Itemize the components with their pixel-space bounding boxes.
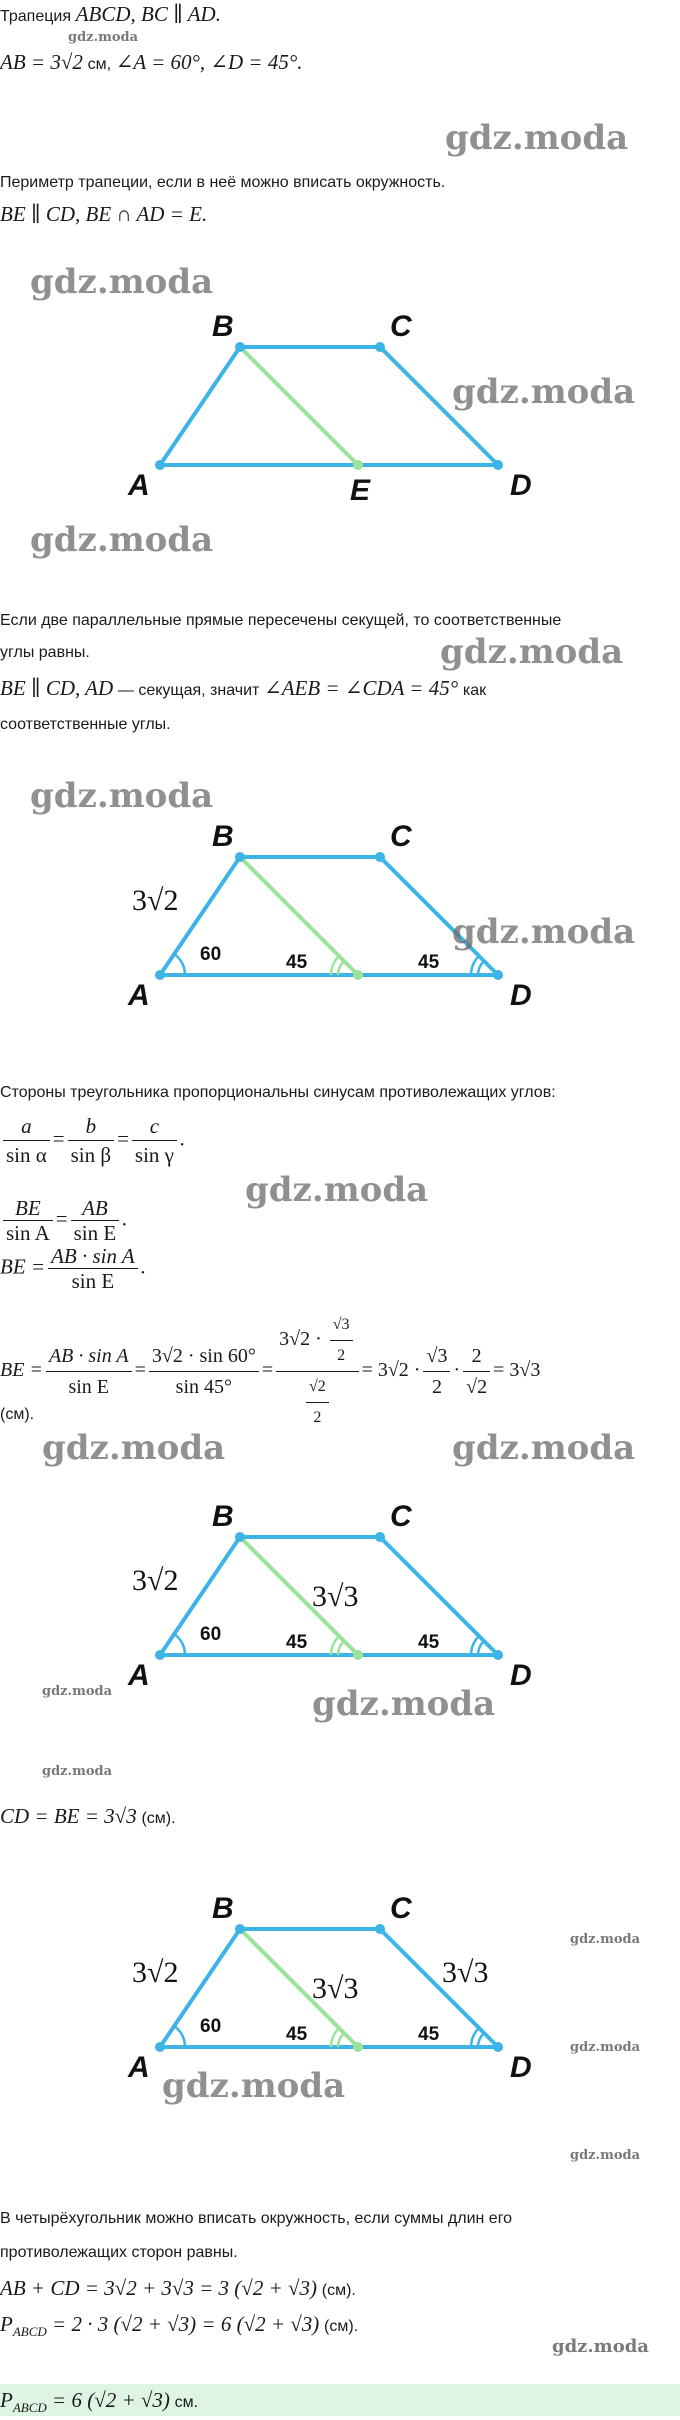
- math: ABCD, BC ∥ AD.: [75, 2, 221, 26]
- watermark: gdz.moda: [42, 1428, 226, 1468]
- text: Трапеция: [0, 8, 71, 25]
- formula-unit: (см).: [0, 1406, 35, 1423]
- incircle-rule-1: В четырёхугольник можно вписать окружность, если суммы длин его: [0, 2210, 513, 2227]
- fraction: $\frac{\text{AB · sin A}}{\text{sin E}}$: [48, 1244, 138, 1293]
- label-a: A: [128, 1659, 150, 1692]
- formula-be-calc: BE = $\frac{\text{AB · sin A}}{\text{sin E}}$ = $\frac{3√2 \cdot \sin 60^\circ}{\sin 45^\circ}$ = 3√2 · $\frac{√3}{2}$ $\frac{√2}{2}$ = 3√2 · $\frac{√3}{2}$ · $\frac{2}{√2}$ = 3√3: [0, 1310, 680, 1433]
- formula-be-express: BE = $\frac{\text{AB · sin A}}{\text{sin E}}$ .: [0, 1244, 146, 1293]
- label-b: B: [212, 310, 234, 343]
- point-e: [353, 460, 363, 470]
- fraction: $\frac{a}{\text{sin α}}$: [3, 1112, 50, 1169]
- watermark: gdz.moda: [42, 1684, 113, 1699]
- point-c: [375, 342, 385, 352]
- watermark: gdz.moda: [452, 1428, 636, 1468]
- text: соответственные углы.: [0, 716, 171, 733]
- math: BE ∥ CD, AD: [0, 676, 114, 700]
- angle-d-label: 45: [418, 2024, 440, 2045]
- sum-line: AB + CD = 3√2 + 3√3 = 3 (√2 + √3) (см).: [0, 2276, 356, 2300]
- angle-a-label: 60: [200, 2016, 222, 2037]
- text: — секущая, значит: [117, 682, 260, 699]
- angle-e-label: 45: [286, 1632, 308, 1653]
- watermark: gdz.moda: [440, 632, 624, 672]
- text: как: [462, 682, 487, 699]
- figure-3: [0, 1480, 680, 1710]
- angle-equality-line-2: [0, 712, 680, 737]
- watermark: gdz.moda: [452, 372, 636, 412]
- math: ∠AEB = ∠CDA = 45°: [264, 676, 459, 700]
- angle-equality-line: [0, 676, 680, 703]
- label-d: D: [510, 2051, 532, 2084]
- watermark: gdz.moda: [162, 2066, 346, 2106]
- watermark: gdz.moda: [245, 1170, 429, 1210]
- watermark: gdz.moda: [570, 2040, 641, 2055]
- label-ab: 3√2: [132, 1564, 179, 1597]
- text: см,: [87, 56, 112, 73]
- watermark: gdz.moda: [570, 2148, 641, 2163]
- text: Если две параллельные прямые пересечены секущей, то соответственные: [0, 612, 562, 629]
- label-a: A: [128, 979, 150, 1012]
- label-ab: 3√2: [132, 884, 179, 917]
- label-c: C: [390, 820, 412, 853]
- watermark: gdz.moda: [30, 776, 214, 816]
- label-c: C: [390, 1500, 412, 1533]
- perimeter-line: $P_{ABCD} = 2 \cdot 3$ (√2 + √3) = 6 (√2 + √3) (см).: [0, 2312, 359, 2340]
- point-b: [235, 342, 245, 352]
- label-a: A: [128, 2051, 150, 2084]
- label-be: 3√3: [312, 1580, 359, 1613]
- label-d: D: [510, 979, 532, 1012]
- label-b: B: [212, 820, 234, 853]
- label-c: C: [390, 310, 412, 343]
- math: AB = 3√2: [0, 50, 83, 74]
- fraction: $\frac{AB}{\text{sin E}}$: [71, 1196, 120, 1245]
- task-line: [0, 170, 680, 195]
- text: Стороны треугольника пропорциональны синусам противолежащих углов:: [0, 1084, 556, 1101]
- fraction: $\frac{c}{\text{sin γ}}$: [132, 1112, 177, 1169]
- point-a: [155, 460, 165, 470]
- parallel-rule-1: [0, 608, 680, 633]
- math: ∠A = 60°, ∠D = 45°.: [115, 50, 303, 74]
- formula-be-ratio: $\frac{BE}{\text{sin A}}$ = $\frac{AB}{\text{sin E}}$ .: [0, 1196, 680, 1245]
- label-b: B: [212, 1500, 234, 1533]
- label-d: D: [510, 1659, 532, 1692]
- watermark: gdz.moda: [445, 118, 629, 158]
- segment-be: [240, 347, 358, 465]
- label-d: D: [510, 469, 532, 502]
- label-cd: 3√3: [442, 1956, 489, 1989]
- watermark: gdz.moda: [42, 1764, 113, 1779]
- fraction: $\frac{b}{\text{sin β}}$: [68, 1112, 114, 1169]
- sine-rule-text: [0, 1080, 680, 1105]
- angle-a-label: 60: [200, 1624, 222, 1645]
- watermark: gdz.moda: [570, 1932, 641, 1947]
- answer-line: $P_{ABCD} = 6$ (√2 + √3) см.: [0, 2388, 199, 2416]
- construction-line: [0, 202, 680, 228]
- text: Периметр трапеции, если в неё можно вписать окружность.: [0, 174, 446, 191]
- fraction: $\frac{BE}{\text{sin A}}$: [3, 1196, 53, 1245]
- watermark: gdz.moda: [312, 1684, 496, 1724]
- watermark: gdz.moda: [552, 2336, 649, 2357]
- label-a: A: [128, 469, 150, 502]
- incircle-rule-2: противолежащих сторон равны.: [0, 2244, 238, 2261]
- math: BE ∥ CD, BE ∩ AD = E.: [0, 202, 208, 226]
- label-be: 3√3: [312, 1972, 359, 2005]
- given-line-2: [0, 50, 680, 77]
- label-b: B: [212, 1892, 234, 1925]
- side-ab: [160, 347, 240, 465]
- figure-2: [0, 800, 680, 1020]
- watermark: gdz.moda: [452, 912, 636, 952]
- angle-a-label: 60: [200, 944, 222, 965]
- angle-e-label: 45: [286, 2024, 308, 2045]
- angle-d-label: 45: [418, 952, 440, 973]
- label-e: E: [350, 474, 371, 507]
- watermark: gdz.moda: [30, 262, 214, 302]
- formula-sine-rule: $\frac{a}{\text{sin α}}$ = $\frac{b}{\text{sin β}}$ = $\frac{c}{\text{sin γ}}$ .: [0, 1112, 680, 1169]
- watermark: gdz.moda: [30, 520, 214, 560]
- angle-d-label: 45: [418, 1632, 440, 1653]
- text: углы равны.: [0, 644, 90, 661]
- trapezoid-figure-angles: [0, 800, 680, 1020]
- parallel-rule-2: [0, 640, 680, 665]
- angle-e-label: 45: [286, 952, 308, 973]
- given-line-1: [0, 2, 680, 29]
- watermark: gdz.moda: [68, 30, 139, 45]
- label-ab: 3√2: [132, 1956, 179, 1989]
- point-d: [493, 460, 503, 470]
- trapezoid-figure-be: [0, 1480, 680, 1710]
- cd-equals-be: CD = BE = 3√3 (см).: [0, 1804, 176, 1828]
- label-c: C: [390, 1892, 412, 1925]
